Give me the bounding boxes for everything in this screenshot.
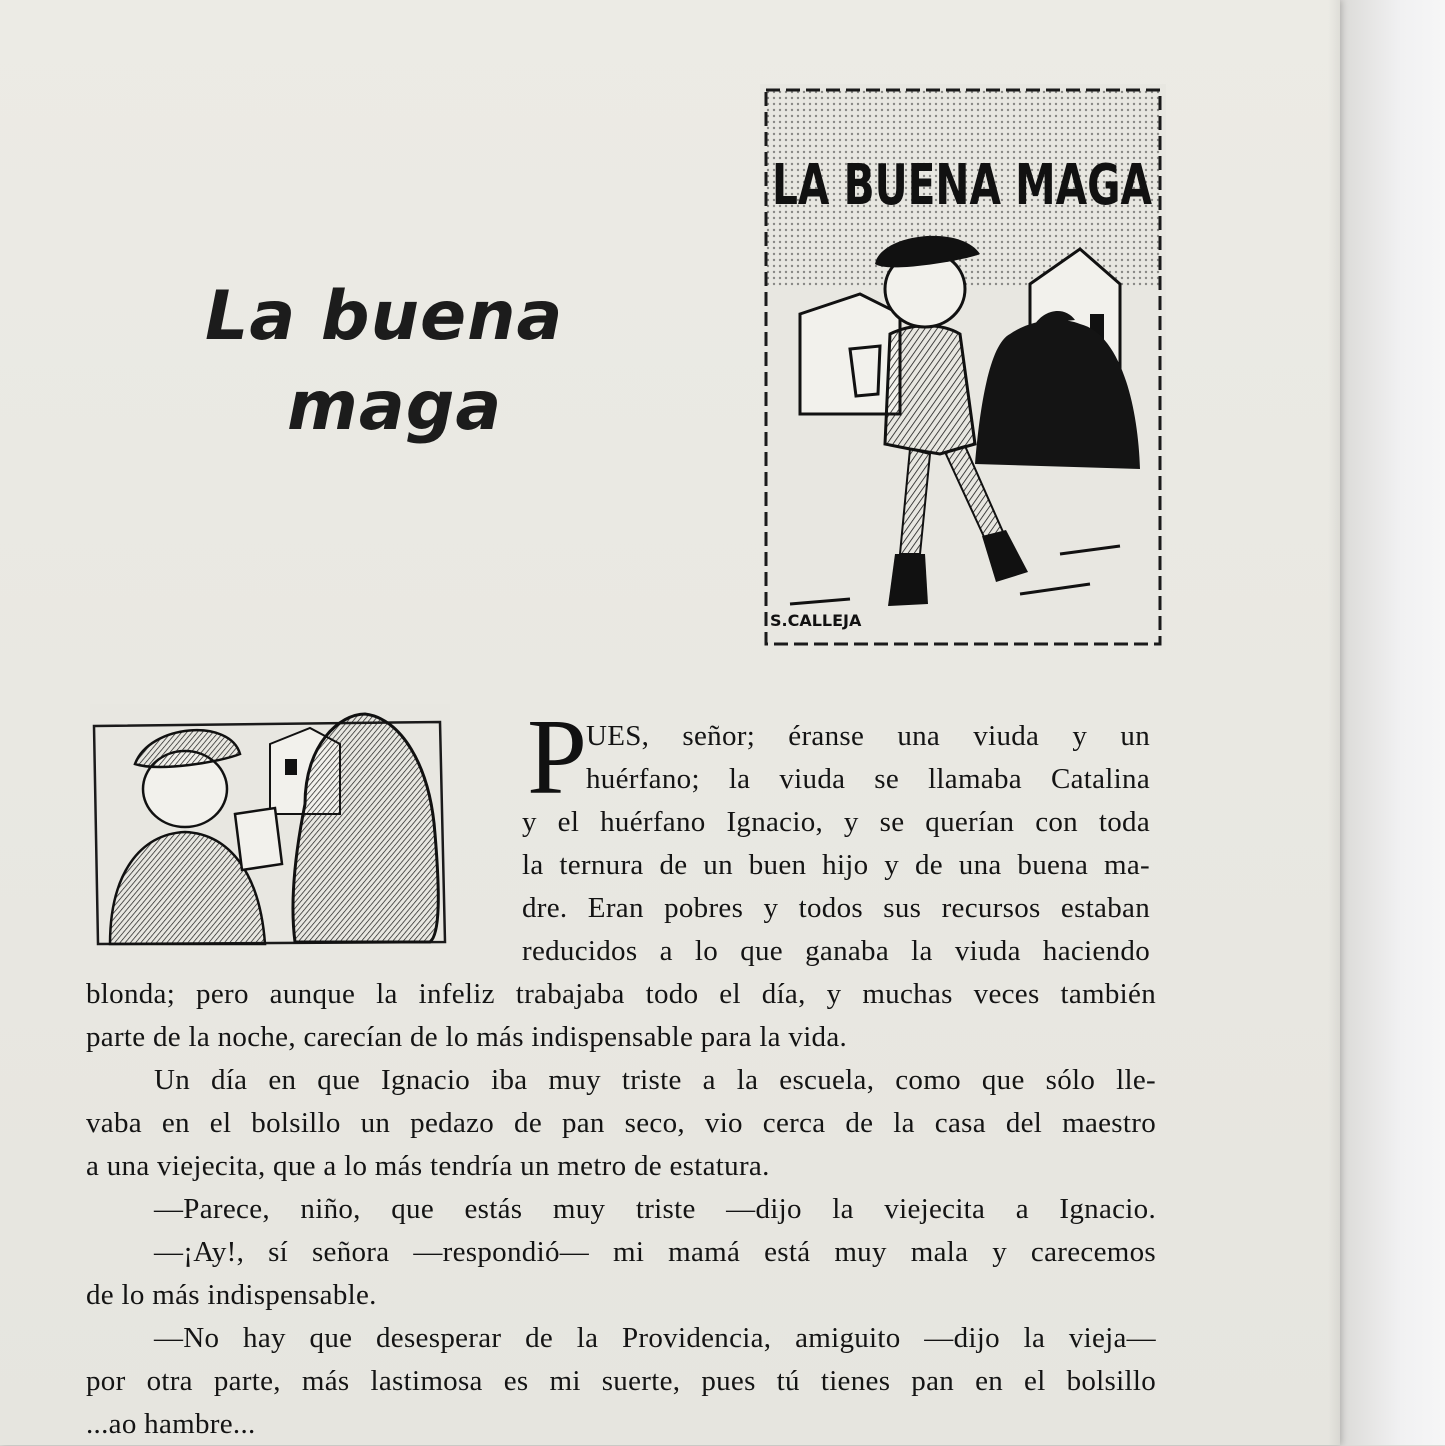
- illustration-boy-reading: [90, 704, 450, 960]
- text-line: —¡Ay!, sí señora —respondió— mi mamá está muy mala y carecemos: [154, 1236, 1156, 1268]
- text-line: blonda; pero aunque la infeliz trabajaba todo el día, y muchas veces también: [86, 978, 1156, 1010]
- text-line: vaba en el bolsillo un pedazo de pan seco, vio cerca de la casa del maestro: [86, 1107, 1156, 1139]
- text-line: la ternura de un buen hijo y de una buena ma-: [522, 849, 1150, 881]
- text-line: a una viejecita, que a lo más tendría un metro de estatura.: [86, 1150, 770, 1182]
- page-edge-shadow: [1328, 0, 1340, 1445]
- illustration-top-drawing: [760, 84, 1166, 650]
- text-line: por otra parte, más lastimosa es mi suerte, pues tú tienes pan en el bolsillo: [86, 1365, 1156, 1397]
- story-title: [205, 272, 625, 452]
- paragraph-1-top: [522, 715, 1150, 973]
- text-line: —No hay que desesperar de la Providencia, amiguito —dijo la vieja—: [154, 1322, 1156, 1354]
- text-line: Un día en que Ignacio iba muy triste a la escuela, como que sólo lle-: [154, 1064, 1156, 1096]
- text-line: parte de la noche, carecían de lo más indispensable para la vida.: [86, 1021, 848, 1053]
- story-title-line-2: maga: [287, 367, 503, 446]
- illustration-lettering: LA BUENA MAGA: [772, 153, 1153, 218]
- text-line: dre. Eran pobres y todos sus recursos estaban: [522, 892, 1150, 924]
- illustration-signature: S.CALLEJA: [770, 611, 862, 630]
- story-title-line-1: La buena: [205, 277, 564, 356]
- text-line: reducidos a lo que ganaba la viuda haciendo: [522, 935, 1150, 967]
- illustration-small-drawing: [90, 704, 450, 960]
- text-line: y el huérfano Ignacio, y se querían con toda: [522, 806, 1150, 838]
- text-line: huérfano; la viuda se llamaba Catalina: [586, 763, 1150, 795]
- text-line: de lo más indispensable.: [86, 1279, 377, 1311]
- text-line: —Parece, niño, que estás muy triste —dijo la viejecita a Ignacio.: [154, 1193, 1156, 1225]
- body-text: [86, 973, 1156, 1446]
- drop-cap: P: [527, 698, 588, 817]
- text-line: UES, señor; éranse una viuda y un: [586, 720, 1150, 752]
- text-line: ...ao hambre...: [86, 1408, 256, 1440]
- illustration-boy-and-old-woman: [760, 84, 1166, 650]
- desk-background: [1335, 0, 1445, 1445]
